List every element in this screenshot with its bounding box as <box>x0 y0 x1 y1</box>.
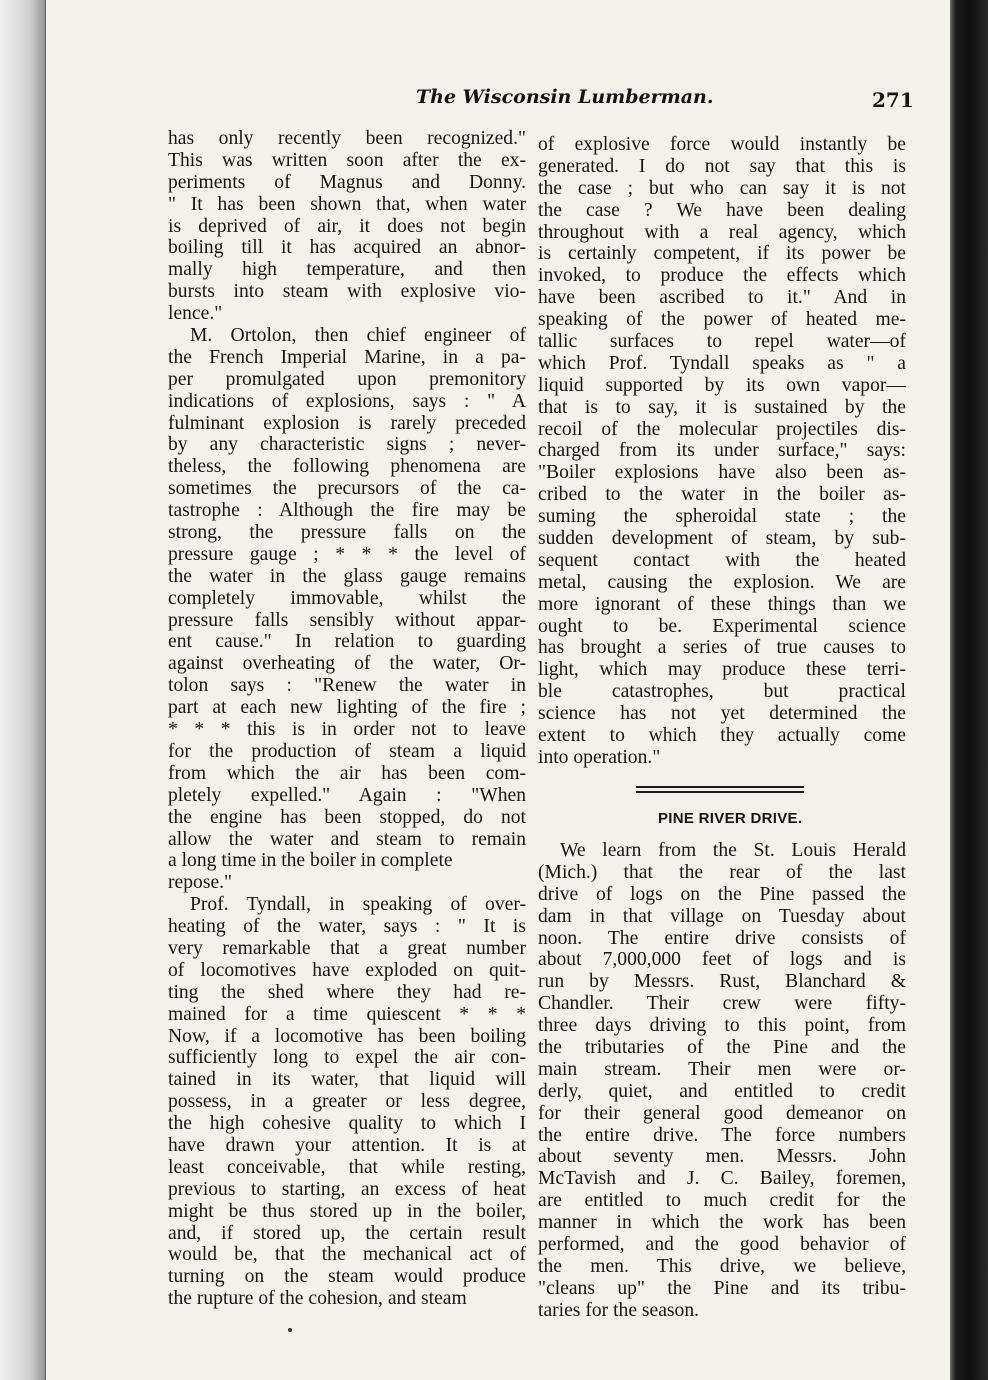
text-line: the case ? We have been dealing <box>538 199 906 221</box>
section-heading: PINE RIVER DRIVE. <box>658 810 803 827</box>
text-line: ent cause." In relation to guarding <box>168 631 526 653</box>
text-line: has only recently been recognized." <box>168 128 526 149</box>
text-line: and, if stored up, the certain result <box>168 1222 526 1244</box>
text-line: generated. I do not say that this is <box>538 155 906 177</box>
text-line: throughout with a real agency, which <box>538 221 906 243</box>
text-line: for their general good demeanor on <box>538 1102 906 1124</box>
text-line: sequent contact with the heated <box>538 549 906 571</box>
text-line: run by Messrs. Rust, Blanchard & <box>538 971 906 993</box>
text-line: three days driving to this point, from <box>538 1015 906 1037</box>
text-line: of locomotives have exploded on quit- <box>168 959 526 981</box>
text-line: extent to which they actually come <box>538 725 906 747</box>
text-line: a long time in the boiler in complete <box>168 850 453 872</box>
text-line: science has not yet determined the <box>538 703 906 725</box>
text-line: We learn from the St. Louis Herald <box>560 840 906 861</box>
text-line: lence." <box>168 303 223 325</box>
text-line: are entitled to much credit for the <box>538 1190 906 1212</box>
text-line: theless, the following phenomena are <box>168 456 526 478</box>
text-line: pressure falls sensibly without appar- <box>168 609 526 631</box>
text-line: " It has been shown that, when water <box>168 193 526 215</box>
text-line: indications of explosions, says : " A <box>168 390 526 412</box>
text-line: metal, causing the explosion. We are <box>538 571 906 593</box>
text-line: from which the air has been com- <box>168 762 526 784</box>
text-line: which Prof. Tyndall speaks as " a <box>538 352 906 374</box>
text-line: Now, if a locomotive has been boiling <box>168 1025 526 1047</box>
text-line: M. Ortolon, then chief engineer of <box>190 325 526 347</box>
text-line: boiling till it has acquired an abnor- <box>168 237 526 259</box>
section-rule-top <box>636 786 804 788</box>
text-line: more ignorant of these things than we <box>538 593 906 615</box>
text-line: tolon says : "Renew the water in <box>168 675 526 697</box>
text-line: the engine has been stopped, do not <box>168 806 526 828</box>
text-line: light, which may produce these terri- <box>538 659 906 681</box>
text-line: suming the spheroidal state ; the <box>538 506 906 528</box>
text-line: previous to starting, an excess of heat <box>168 1178 526 1200</box>
text-line: the French Imperial Marine, in a pa- <box>168 346 526 368</box>
text-line: ble catastrophes, but practical <box>538 681 906 703</box>
text-line: into operation." <box>538 746 661 768</box>
text-line: might be thus stored up in the boiler, <box>168 1200 526 1222</box>
text-line: about 7,000,000 feet of logs and is <box>538 949 906 971</box>
text-line: that is to say, it is sustained by the <box>538 396 906 418</box>
text-line: tained in its water, that liquid will <box>168 1069 526 1091</box>
text-line: sometimes the precursors of the ca- <box>168 478 526 500</box>
text-line: sudden development of steam, by sub- <box>538 528 906 550</box>
text-line: pressure gauge ; * * * the level of <box>168 543 526 565</box>
text-line: tastrophe : Although the fire may be <box>168 500 526 522</box>
text-line: taries for the season. <box>538 1299 700 1321</box>
text-line: invoked, to produce the effects which <box>538 265 906 287</box>
text-line: tallic surfaces to repel water—of <box>538 331 906 353</box>
text-line: Chandler. Their crew were fifty- <box>538 993 906 1015</box>
running-head-title: The Wisconsin Lumberman. <box>416 86 714 108</box>
text-line: derly, quiet, and entitled to credit <box>538 1080 906 1102</box>
text-line: ought to be. Experimental science <box>538 615 906 637</box>
text-line: the men. This drive, we believe, <box>538 1255 906 1277</box>
text-line: (Mich.) that the rear of the last <box>538 861 906 883</box>
left-column-text <box>168 128 526 1310</box>
text-line: dam in that village on Tuesday about <box>538 905 906 927</box>
text-line: This was written soon after the ex- <box>168 149 526 171</box>
text-line: performed, and the good behavior of <box>538 1234 906 1256</box>
text-line: repose." <box>168 872 233 894</box>
text-line: sufficiently long to expel the air con- <box>168 1047 526 1069</box>
text-line: speaking of the power of heated me- <box>538 309 906 331</box>
text-line: mained for a time quiescent * * * <box>168 1003 526 1025</box>
text-line: completely immovable, whilst the <box>168 587 526 609</box>
text-line: ting the shed where they had re- <box>168 981 526 1003</box>
text-line: of explosive force would instantly be <box>538 134 906 155</box>
pine-river-article <box>538 840 906 1322</box>
text-line: * * * this is in order not to leave <box>168 719 526 741</box>
text-line: periments of Magnus and Donny. <box>168 171 526 193</box>
text-line: is certainly competent, if its power be <box>538 243 906 265</box>
text-line: strong, the pressure falls on the <box>168 522 526 544</box>
text-line: has brought a series of true causes to <box>538 637 906 659</box>
text-line: noon. The entire drive consists of <box>538 927 906 949</box>
text-line: the tributaries of the Pine and the <box>538 1037 906 1059</box>
text-line: "Boiler explosions have also been as- <box>538 462 906 484</box>
text-line: have drawn your attention. It is at <box>168 1134 526 1156</box>
text-line: the rupture of the cohesion, and steam <box>168 1288 467 1310</box>
text-line: Prof. Tyndall, in speaking of over- <box>190 894 526 916</box>
text-line: have been ascribed to it." And in <box>538 287 906 309</box>
page-gutter-left <box>0 0 46 1380</box>
page-number: 271 <box>872 88 914 112</box>
text-line: the water in the glass gauge remains <box>168 565 526 587</box>
text-line: the high cohesive quality to which I <box>168 1113 526 1135</box>
text-line: McTavish and J. C. Bailey, foremen, <box>538 1168 906 1190</box>
text-line: per promulgated upon premonitory <box>168 368 526 390</box>
text-line: cribed to the water in the boiler as- <box>538 484 906 506</box>
text-line: allow the water and steam to remain <box>168 828 526 850</box>
text-line: would be, that the mechanical act of <box>168 1244 526 1266</box>
text-line: heating of the water, says : " It is <box>168 916 526 938</box>
text-line: by any characteristic signs ; never- <box>168 434 526 456</box>
text-line: for the production of steam a liquid <box>168 740 526 762</box>
text-line: main stream. Their men were or- <box>538 1058 906 1080</box>
text-line: fulminant explosion is rarely preceded <box>168 412 526 434</box>
text-line: part at each new lighting of the fire ; <box>168 697 526 719</box>
text-line: the entire drive. The force numbers <box>538 1124 906 1146</box>
text-line: bursts into steam with explosive vio- <box>168 281 526 303</box>
text-line: drive of logs on the Pine passed the <box>538 883 906 905</box>
text-line: mally high temperature, and then <box>168 259 526 281</box>
text-line: turning on the steam would produce <box>168 1266 526 1288</box>
text-line: liquid supported by its own vapor— <box>538 374 906 396</box>
text-line: is deprived of air, it does not begin <box>168 215 526 237</box>
text-line: very remarkable that a great number <box>168 937 526 959</box>
book-spine <box>950 0 988 1380</box>
section-rule-bottom <box>636 791 804 793</box>
text-line: manner in which the work has been <box>538 1212 906 1234</box>
text-line: least conceivable, that while resting, <box>168 1156 526 1178</box>
text-line: possess, in a greater or less degree, <box>168 1091 526 1113</box>
text-line: recoil of the molecular projectiles dis- <box>538 418 906 440</box>
text-line: charged from its under surface," says: <box>538 440 906 462</box>
text-line: about seventy men. Messrs. John <box>538 1146 906 1168</box>
text-line: against overheating of the water, Or- <box>168 653 526 675</box>
text-line: pletely expelled." Again : "When <box>168 784 526 806</box>
ink-speck <box>288 1328 292 1332</box>
right-column-text <box>538 134 906 769</box>
text-line: the case ; but who can say it is not <box>538 177 906 199</box>
text-line: "cleans up" the Pine and its tribu- <box>538 1277 906 1299</box>
